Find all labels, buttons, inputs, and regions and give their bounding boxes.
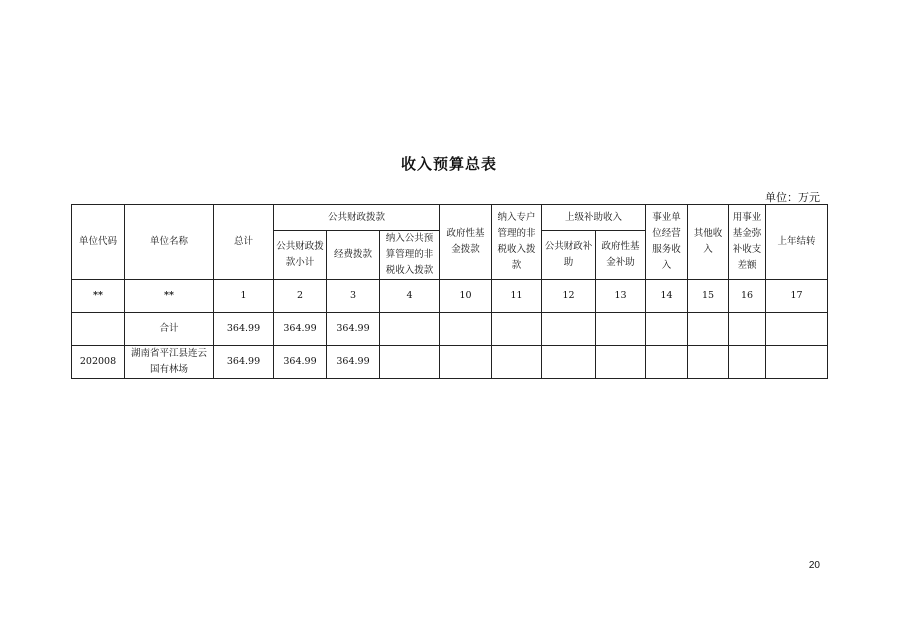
page-title: 收入预算总表 bbox=[400, 155, 497, 173]
value-cell bbox=[542, 313, 596, 346]
value-cell bbox=[688, 313, 729, 346]
unit-name-cell: 合计 bbox=[125, 313, 214, 346]
column-number: 15 bbox=[688, 280, 729, 313]
column-number-row bbox=[72, 280, 828, 313]
value-cell bbox=[492, 346, 542, 379]
value-cell: 364.99 bbox=[274, 313, 327, 346]
column-number: 11 bbox=[492, 280, 542, 313]
revenue-budget-table bbox=[71, 204, 828, 379]
header-nontax-in-budget: 纳入公共预算管理的非税收入拨款 bbox=[380, 231, 440, 280]
header-unit-code: 单位代码 bbox=[72, 205, 125, 280]
value-cell bbox=[729, 313, 766, 346]
value-cell: 364.99 bbox=[214, 346, 274, 379]
header-other-income: 其他收入 bbox=[688, 205, 729, 280]
header-operating-appropriation: 经费拨款 bbox=[327, 231, 380, 280]
header-total: 总计 bbox=[214, 205, 274, 280]
value-cell: 364.99 bbox=[327, 346, 380, 379]
unit-code-cell: 202008 bbox=[72, 346, 125, 379]
header-superior-public: 公共财政补助 bbox=[542, 231, 596, 280]
value-cell bbox=[380, 346, 440, 379]
value-cell bbox=[646, 346, 688, 379]
column-number: 4 bbox=[380, 280, 440, 313]
column-number: ** bbox=[72, 280, 125, 313]
value-cell bbox=[542, 346, 596, 379]
column-number: 10 bbox=[440, 280, 492, 313]
header-unit-name: 单位名称 bbox=[125, 205, 214, 280]
value-cell bbox=[492, 313, 542, 346]
unit-label: 单位：万元 bbox=[765, 191, 820, 204]
value-cell bbox=[380, 313, 440, 346]
column-number: 16 bbox=[729, 280, 766, 313]
value-cell: 364.99 bbox=[274, 346, 327, 379]
header-public-fiscal: 公共财政拨款 bbox=[274, 205, 440, 231]
unit-name-cell: 湖南省平江县连云国有林场 bbox=[125, 346, 214, 379]
column-number: 1 bbox=[214, 280, 274, 313]
unit-code-cell bbox=[72, 313, 125, 346]
value-cell bbox=[729, 346, 766, 379]
value-cell: 364.99 bbox=[327, 313, 380, 346]
value-cell bbox=[688, 346, 729, 379]
value-cell bbox=[596, 346, 646, 379]
header-carryover: 上年结转 bbox=[766, 205, 828, 280]
header-superior-subsidy: 上级补助收入 bbox=[542, 205, 646, 231]
value-cell: 364.99 bbox=[214, 313, 274, 346]
value-cell bbox=[440, 346, 492, 379]
header-business-income: 事业单位经营服务收入 bbox=[646, 205, 688, 280]
header-superior-gov-fund: 政府性基金补助 bbox=[596, 231, 646, 280]
value-cell bbox=[766, 313, 828, 346]
header-public-fiscal-subtotal: 公共财政拨款小计 bbox=[274, 231, 327, 280]
column-number: 3 bbox=[327, 280, 380, 313]
column-number: 17 bbox=[766, 280, 828, 313]
value-cell bbox=[646, 313, 688, 346]
value-cell bbox=[440, 313, 492, 346]
column-number: 12 bbox=[542, 280, 596, 313]
column-number: 13 bbox=[596, 280, 646, 313]
header-special-nontax: 纳入专户管理的非税收入拨款 bbox=[492, 205, 542, 280]
table-row bbox=[72, 313, 828, 346]
column-number: 14 bbox=[646, 280, 688, 313]
value-cell bbox=[596, 313, 646, 346]
column-number: 2 bbox=[274, 280, 327, 313]
table-row bbox=[72, 346, 828, 379]
column-number: ** bbox=[125, 280, 214, 313]
header-gov-fund: 政府性基金拨款 bbox=[440, 205, 492, 280]
page-number: 20 bbox=[808, 560, 820, 571]
header-fund-balance: 用事业基金弥补收支差额 bbox=[729, 205, 766, 280]
value-cell bbox=[766, 346, 828, 379]
